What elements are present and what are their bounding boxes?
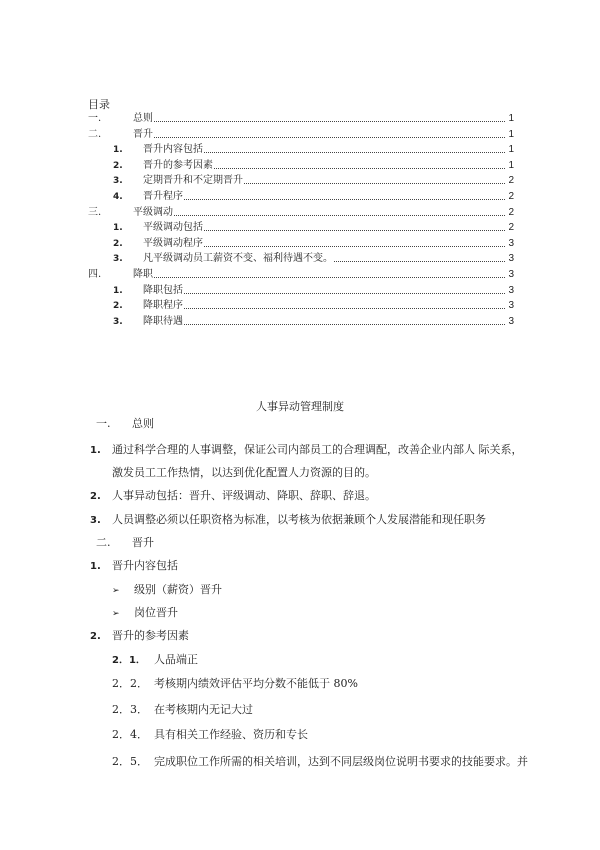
toc-dot-leader: [154, 268, 505, 278]
toc-entry-title: 降职程序: [143, 300, 183, 312]
toc-entry[interactable]: [88, 284, 514, 298]
toc-entry-page: 3: [508, 284, 514, 296]
toc-entry[interactable]: [88, 128, 514, 142]
toc-entry-page: 3: [508, 237, 514, 249]
toc-entry-page: 3: [508, 300, 514, 312]
toc-dot-leader: [334, 252, 505, 262]
item-number: 2.: [90, 491, 101, 502]
toc-dot-leader: [214, 159, 505, 169]
sub-item: [112, 676, 358, 692]
toc-dot-leader: [184, 299, 505, 309]
toc-entry-page: 1: [508, 159, 514, 171]
toc-entry-title: 定期晋升和不定期晋升: [143, 175, 243, 187]
toc-title: 目录: [88, 98, 110, 111]
toc-entry-page: 3: [508, 253, 514, 265]
toc-entry-number: 四.: [88, 269, 102, 280]
toc-entry-title: 平级调动: [133, 206, 173, 218]
section-title: 总则: [132, 417, 154, 430]
toc-entry-number: 2.: [113, 238, 123, 249]
toc-entry[interactable]: [88, 174, 514, 188]
list-item: [90, 512, 486, 529]
toc-entry[interactable]: [88, 221, 514, 235]
item-text: 通过科学合理的人事调整，保证公司内部员工的合理调配，改善企业内部人 际关系，: [112, 443, 523, 456]
section-heading: [96, 535, 154, 551]
item-text: 人事异动包括：晋升、评级调动、降职、辞职、辞退。: [112, 489, 376, 502]
toc-dot-leader: [184, 284, 505, 294]
list-item: [90, 558, 178, 575]
toc-dot-leader: [184, 315, 505, 325]
toc-dot-leader: [184, 190, 505, 200]
list-item: [90, 442, 523, 459]
item-text: 晋升的参考因素: [112, 629, 189, 642]
toc-entry-number: 三.: [88, 206, 102, 218]
sub-item: [112, 702, 253, 718]
toc-entry-number: 1.: [113, 145, 123, 156]
toc-entry[interactable]: [88, 143, 514, 157]
sub-item-number: 2．3．: [112, 703, 148, 716]
toc-entry[interactable]: [88, 252, 514, 266]
sub-item: [112, 754, 528, 770]
sub-item-number: 2．1．: [112, 655, 146, 666]
toc-entry-title: 平级调动包括: [143, 222, 203, 234]
sub-item-text: 人品端正: [154, 653, 198, 666]
toc-entry-number: 3.: [113, 176, 123, 187]
bullet-text: 级别（薪资）晋升: [134, 583, 222, 596]
toc-entry[interactable]: [88, 159, 514, 173]
toc-entry-title: 晋升程序: [143, 191, 183, 202]
toc-entry-number: 1.: [113, 223, 123, 234]
toc-entry-number: 一.: [88, 113, 102, 124]
toc-entry[interactable]: [88, 190, 514, 204]
toc-entry[interactable]: [88, 315, 514, 329]
bullet-text: 岗位晋升: [134, 606, 178, 619]
toc-entry-title: 凡平级调动员工薪资不变、福利待遇不变。: [143, 253, 333, 265]
toc-entry-title: 降职: [133, 269, 153, 280]
toc-entry-number: 1.: [113, 285, 123, 296]
sub-item-number: 2．2．: [112, 677, 148, 690]
item-number: 1.: [90, 561, 101, 572]
toc-dot-leader: [154, 128, 505, 138]
sub-item-number: 2．4．: [112, 728, 148, 741]
toc-entry-number: 4.: [113, 192, 123, 202]
toc-entry-page: 2: [508, 206, 514, 218]
section-heading: [96, 416, 154, 432]
item-number: 3.: [90, 515, 101, 526]
sub-item-number: 2．5．: [112, 755, 148, 768]
toc-entry[interactable]: [88, 112, 514, 126]
toc-dot-leader: [204, 237, 505, 247]
toc-entry-title: 晋升的参考因素: [143, 159, 213, 171]
toc-entry-title: 降职包括: [143, 284, 183, 296]
sub-item-text: 完成职位工作所需的相关培训，达到不同层级岗位说明书要求的技能要求。并: [154, 755, 528, 768]
sub-item-text: 在考核期内无记大过: [154, 703, 253, 716]
toc-entry-number: 3.: [113, 254, 123, 265]
sub-item: [112, 652, 198, 669]
toc-entry-page: 1: [508, 128, 514, 140]
toc-dot-leader: [204, 143, 505, 153]
item-text: 人员调整必须以任职资格为标准，以考核为依据兼顾个人发展潜能和现任职务: [112, 513, 486, 526]
toc-entry-number: 二.: [88, 128, 102, 140]
toc-entry-page: 2: [508, 222, 514, 234]
toc-entry-page: 1: [508, 113, 514, 124]
section-number: 一.: [96, 417, 111, 430]
toc-entry-page: 1: [508, 144, 514, 156]
toc-entry-page: 2: [508, 191, 514, 202]
sub-item-text: 具有相关工作经验、资历和专长: [154, 728, 308, 741]
arrow-bullet-icon: ➢: [112, 586, 120, 596]
toc-entry-page: 3: [508, 269, 514, 280]
item-text: 晋升内容包括: [112, 559, 178, 572]
list-item: [90, 628, 189, 645]
item-text-continued: 激发员工工作热情，以达到优化配置人力资源的目的。: [112, 466, 376, 479]
toc-entry-title: 平级调动程序: [143, 237, 203, 249]
item-number: 1.: [90, 445, 101, 456]
sub-item-text: 考核期内绩效评估平均分数不能低于 80%: [154, 677, 358, 690]
section-number: 二.: [96, 536, 111, 549]
toc-entry-title: 总则: [133, 113, 153, 124]
toc-entry[interactable]: [88, 237, 514, 251]
document-title: 人事异动管理制度: [256, 400, 344, 413]
toc-dot-leader: [154, 112, 505, 122]
toc-entry-number: 3.: [113, 316, 123, 327]
toc-dot-leader: [204, 221, 505, 231]
bullet-item: [112, 605, 178, 622]
sub-item: [112, 727, 308, 743]
toc-entry-title: 晋升: [133, 128, 153, 140]
section-title: 晋升: [132, 536, 154, 549]
toc-entry[interactable]: [88, 206, 514, 220]
toc-dot-leader: [244, 174, 505, 184]
list-item: [90, 488, 376, 505]
toc-dot-leader: [174, 206, 505, 216]
toc-entry-page: 2: [508, 175, 514, 187]
bullet-item: [112, 582, 222, 599]
arrow-bullet-icon: ➢: [112, 609, 120, 619]
toc-entry-title: 晋升内容包括: [143, 144, 203, 156]
toc-entry-number: 2.: [113, 301, 123, 312]
toc-entry[interactable]: [88, 268, 514, 282]
item-number: 2.: [90, 631, 101, 642]
toc-entry-title: 降职待遇: [143, 315, 183, 327]
toc-entry-page: 3: [508, 315, 514, 327]
toc-entry[interactable]: [88, 299, 514, 313]
toc-entry-number: 2.: [113, 160, 123, 171]
